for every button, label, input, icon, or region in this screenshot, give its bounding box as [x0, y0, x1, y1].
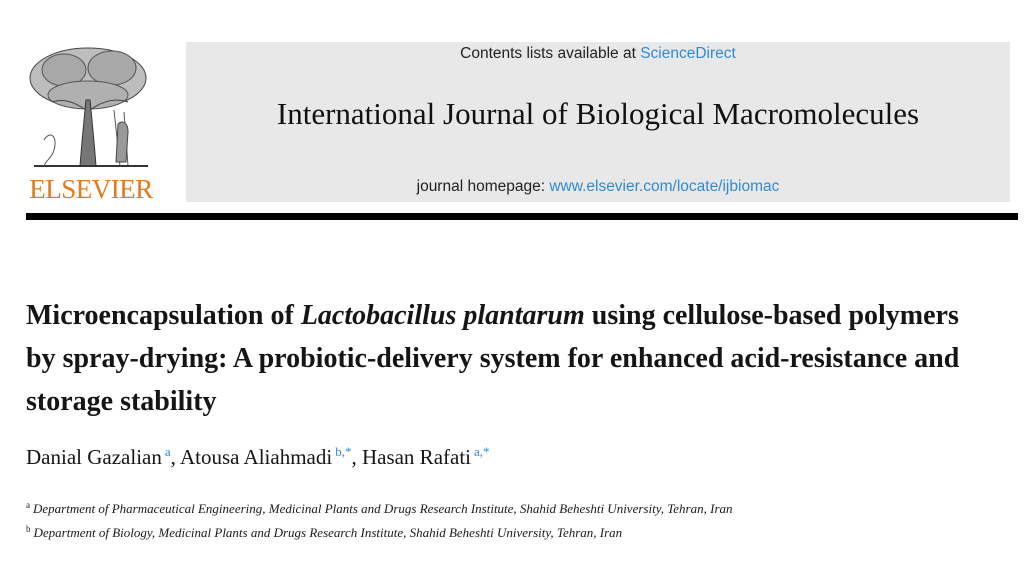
affiliation-item	[26, 519, 733, 543]
contents-prefix: Contents lists available at	[460, 45, 641, 62]
title-part-2: using cellulose-based polymers by spray-drying: A probiotic-delivery system for enhanced acid-resistance and storage stability	[26, 300, 960, 417]
author-list	[26, 444, 490, 470]
author-affiliation-mark[interactable]: a,*	[474, 444, 490, 459]
affiliation-item	[26, 495, 733, 519]
elsevier-logo[interactable]	[24, 40, 158, 206]
title-species-italic: Lactobacillus plantarum	[300, 300, 585, 331]
author-name[interactable]: Atousa Aliahmadi	[179, 445, 333, 469]
header-divider	[26, 213, 1018, 220]
author-name[interactable]: Hasan Rafati	[361, 445, 471, 469]
author-separator: ,	[351, 445, 362, 469]
journal-title[interactable]: International Journal of Biological Macromolecules	[276, 96, 920, 131]
contents-line	[186, 45, 1010, 63]
affiliation-text: Department of Biology, Medicinal Plants and Drugs Research Institute, Shahid Beheshti University, Tehran, Iran	[33, 525, 623, 540]
title-part-1: Microencapsulation of	[26, 300, 301, 331]
article-title	[26, 294, 986, 423]
journal-homepage-link[interactable]: www.elsevier.com/locate/ijbiomac	[549, 178, 780, 195]
affiliation-text: Department of Pharmaceutical Engineering, Medicinal Plants and Drugs Research Institute, Shahid Beheshti University, Tehran, Iran	[33, 501, 733, 516]
homepage-line	[186, 178, 1010, 196]
affiliation-mark: a	[26, 500, 30, 510]
sciencedirect-link[interactable]: ScienceDirect	[640, 45, 736, 62]
author-name[interactable]: Danial Gazalian	[26, 445, 162, 469]
elsevier-wordmark: ELSEVIER	[29, 174, 153, 204]
affiliation-mark: b	[26, 524, 31, 534]
tree-emblem-icon	[24, 40, 158, 172]
homepage-prefix: journal homepage:	[416, 178, 550, 195]
affiliation-list	[26, 495, 733, 543]
author-affiliation-mark[interactable]: b,*	[335, 444, 352, 459]
journal-header-banner	[186, 42, 1010, 202]
author-affiliation-mark[interactable]: a	[164, 444, 171, 459]
author-separator: ,	[170, 445, 180, 469]
